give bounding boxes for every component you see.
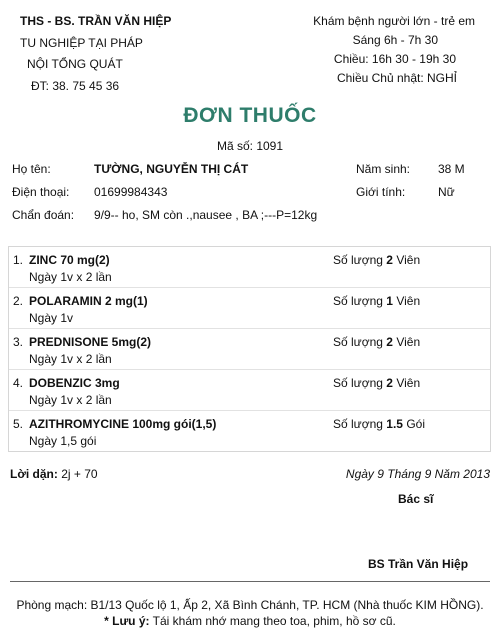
medication-quantity: Số lượng 2 Viên: [333, 376, 421, 390]
medication-item: [9, 287, 490, 328]
birth-year-value: 38 M: [438, 162, 465, 176]
doctor-signature-name: BS Trần Văn Hiệp: [368, 557, 469, 571]
medication-quantity: Số lượng 1 Viên: [333, 294, 421, 308]
patient-phone-label: Điện thoại:: [12, 185, 70, 199]
medication-name: ZINC 70 mg(2): [29, 253, 110, 267]
doctor-header-specialty: NỘI TỔNG QUÁT: [27, 57, 123, 71]
medication-number: 3.: [13, 335, 24, 349]
medication-quantity: Số lượng 2 Viên: [333, 335, 421, 349]
doctor-header-training: TU NGHIỆP TẠI PHÁP: [20, 36, 143, 50]
medication-number: 2.: [13, 294, 24, 308]
clinic-hours-afternoon: Chiều: 16h 30 - 19h 30: [333, 52, 456, 66]
medication-quantity: Số lượng 2 Viên: [333, 253, 421, 267]
prescription-code: Mã số: 1091: [216, 139, 284, 153]
sex-value: Nữ: [438, 185, 455, 199]
footer-note-text: Tái khám nhớ mang theo toa, phim, hồ sơ cũ.: [152, 614, 396, 628]
sex-label: Giới tính:: [356, 185, 406, 199]
footer-note: [0, 614, 500, 628]
doctor-header-phone: ĐT: 38. 75 45 36: [31, 79, 120, 93]
medication-name: DOBENZIC 3mg: [29, 376, 120, 390]
medication-number: 5.: [13, 417, 24, 431]
clinic-address: Phòng mạch: B1/13 Quốc lộ 1, Ấp 2, Xã Bình Chánh, TP. HCM (Nhà thuốc KIM HỒNG).: [16, 598, 484, 612]
birth-year-label: Năm sinh:: [356, 162, 411, 176]
prescription-title: ĐƠN THUỐC: [183, 104, 317, 127]
diagnosis-value: 9/9-- ho, SM còn .,nausee , BA ;---P=12kg: [94, 208, 318, 222]
medication-number: 1.: [13, 253, 24, 267]
advice-label: Lời dặn:: [10, 467, 58, 481]
patient-phone-value: 01699984343: [94, 185, 168, 199]
medication-number: 4.: [13, 376, 24, 390]
patient-name-value: TƯỜNG, NGUYỄN THỊ CÁT: [94, 162, 249, 176]
doctor-title: Bác sĩ: [398, 492, 434, 506]
doctor-header-name: THS - BS. TRẦN VĂN HIỆP: [20, 14, 172, 28]
clinic-hours-sunday: Chiều Chủ nhật: NGHỈ: [336, 71, 457, 85]
medication-name: AZITHROMYCINE 100mg gói(1,5): [29, 417, 217, 431]
prescription-date: Ngày 9 Tháng 9 Năm 2013: [345, 467, 490, 481]
medication-dosage: Ngày 1,5 gói: [29, 434, 97, 448]
medication-quantity: Số lượng 1.5 Gói: [333, 417, 425, 431]
medication-item: [9, 369, 490, 410]
footer-divider: [10, 581, 490, 582]
medication-dosage: Ngày 1v: [29, 311, 74, 325]
diagnosis-label: Chẩn đoán:: [12, 208, 75, 222]
medication-list: [8, 246, 491, 452]
medication-dosage: Ngày 1v x 2 lần: [29, 352, 112, 366]
advice-value: 2j + 70: [61, 467, 98, 481]
medication-item: [9, 410, 490, 451]
advice: [10, 467, 98, 481]
patient-name-label: Họ tên:: [12, 162, 51, 176]
medication-name: PREDNISONE 5mg(2): [29, 335, 152, 349]
medication-dosage: Ngày 1v x 2 lần: [29, 393, 112, 407]
medication-dosage: Ngày 1v x 2 lần: [29, 270, 112, 284]
clinic-hours-title: Khám bệnh người lớn - trẻ em: [313, 14, 475, 28]
medication-name: POLARAMIN 2 mg(1): [29, 294, 148, 308]
clinic-hours-morning: Sáng 6h - 7h 30: [352, 33, 438, 47]
medication-item: [9, 328, 490, 369]
medication-item: [9, 247, 490, 287]
footer-note-label: * Lưu ý:: [104, 614, 150, 628]
